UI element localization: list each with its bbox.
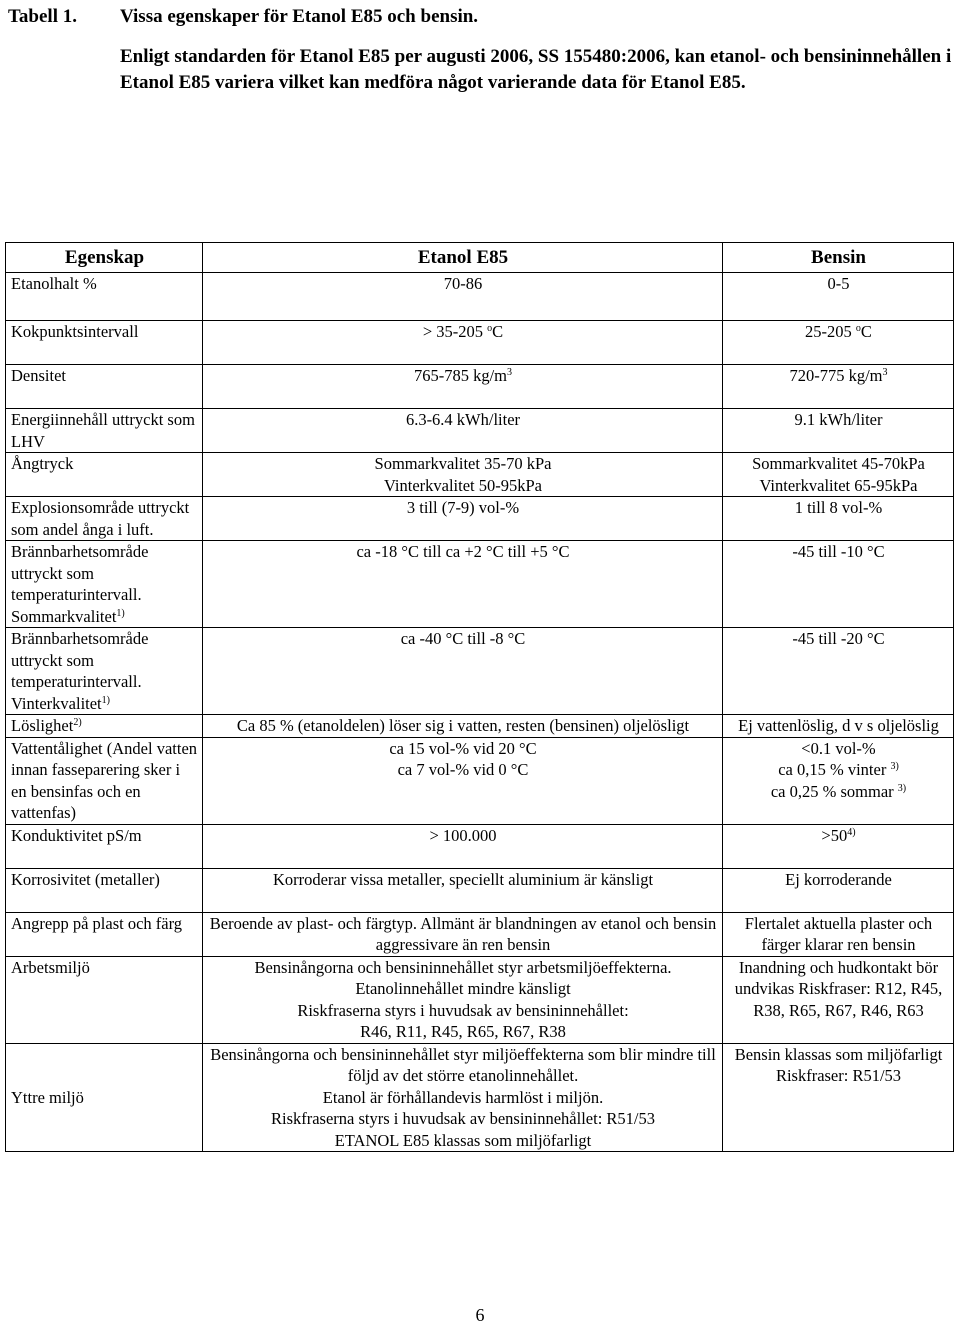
- value-text: >50: [821, 825, 848, 845]
- page-number: 6: [475, 1305, 485, 1325]
- table-row: [6, 321, 954, 365]
- cell-line: Etanol är förhållandevis harmlöst i miljön.: [322, 1087, 604, 1107]
- cell-e85: Beroende av plast- och färgtyp. Allmänt är blandningen av etanol och bensin aggressivare än ren bensin: [203, 912, 723, 956]
- row-label: Vattentålighet (Andel vatten innan fasseparering sker i en bensinfas och en vattenfas): [6, 737, 203, 824]
- table-row: [6, 273, 954, 321]
- cell-line: Riskfraserna styrs i huvudsak av bensininnehållet:: [297, 1000, 629, 1020]
- row-label: Energiinnehåll uttryckt som LHV: [6, 409, 203, 453]
- cell-bensin: Ej vattenlöslig, d v s oljelöslig: [723, 715, 954, 738]
- cell-bensin: -45 till -20 °C: [723, 628, 954, 715]
- caption-heading: [8, 4, 958, 30]
- cell-e85: 3 till (7-9) vol-%: [203, 497, 723, 541]
- caption-title: Vissa egenskaper för Etanol E85 och bensin.: [120, 6, 479, 27]
- cell-e85: [203, 956, 723, 1043]
- superscript: 3: [882, 367, 888, 378]
- cell-line: Sommarkvalitet 35-70 kPa: [374, 454, 552, 473]
- row-label: Ångtryck: [6, 453, 203, 497]
- row-label: [6, 628, 203, 715]
- row-label: Densitet: [6, 365, 203, 409]
- caption-text: Enligt standarden för Etanol E85 per augusti 2006, SS 155480:2006, kan etanol- och bensininnehållen i Etanol E85 variera vilket kan medföra något varierande data för Etanol E85.: [120, 46, 952, 93]
- cell-e85: [203, 365, 723, 409]
- cell-e85: [203, 321, 723, 365]
- cell-e85: ca -18 °C till ca +2 °C till +5 °C: [203, 541, 723, 628]
- row-label: Angrepp på plast och färg: [6, 912, 203, 956]
- cell-e85: 6.3-6.4 kWh/liter: [203, 409, 723, 453]
- cell-bensin: 0-5: [723, 273, 954, 321]
- cell-bensin: -45 till -10 °C: [723, 541, 954, 628]
- table-row: [6, 737, 954, 824]
- cell-line: Vinterkvalitet 50-95kPa: [383, 475, 542, 495]
- cell-line: Etanolinnehållet mindre känsligt: [355, 979, 571, 998]
- row-label: [6, 715, 203, 738]
- table-row: [6, 956, 954, 1043]
- cell-line: Riskfraserna styrs i huvudsak av bensininnehållet: R51/53: [270, 1109, 656, 1128]
- row-label: Etanolhalt %: [6, 273, 203, 321]
- table-header-row: [6, 243, 954, 273]
- cell-bensin: [723, 321, 954, 365]
- cell-e85: Korroderar vissa metaller, speciellt aluminium är känsligt: [203, 868, 723, 912]
- value-text: ca 0,15 % vinter: [778, 760, 887, 779]
- value-text: > 35-205: [422, 322, 488, 341]
- properties-table: [5, 242, 954, 1152]
- cell-bensin: 9.1 kWh/liter: [723, 409, 954, 453]
- caption-number: Tabell 1.: [8, 6, 77, 27]
- cell-e85: Ca 85 % (etanoldelen) löser sig i vatten, resten (bensinen) oljelösligt: [203, 715, 723, 738]
- cell-line: <0.1 vol-%: [801, 738, 876, 758]
- cell-bensin: [723, 365, 954, 409]
- footnote-ref: 3): [890, 761, 899, 772]
- value-text: ca 0,25 % sommar: [770, 781, 894, 801]
- table-row: [6, 868, 954, 912]
- cell-e85: [203, 453, 723, 497]
- cell-line: R46, R11, R45, R65, R67, R38: [360, 1022, 566, 1041]
- cell-line: Vinterkvalitet 65-95kPa: [759, 475, 918, 495]
- cell-line: [728, 759, 949, 781]
- footnote-ref: 4): [847, 826, 856, 838]
- cell-e85: 70-86: [203, 273, 723, 321]
- cell-bensin: [723, 824, 954, 868]
- footnote-ref: 1): [101, 694, 110, 706]
- cell-bensin: 1 till 8 vol-%: [723, 497, 954, 541]
- table-row: [6, 409, 954, 453]
- cell-line: Sommarkvalitet 45-70kPa: [752, 454, 925, 473]
- footnote-ref: 2): [73, 717, 82, 728]
- table-row: [6, 824, 954, 868]
- superscript: 3: [507, 367, 513, 378]
- table-row: [6, 365, 954, 409]
- row-label: [6, 541, 203, 628]
- unit-text: C: [492, 322, 504, 341]
- degree-mark: o: [487, 323, 493, 334]
- row-label: Yttre miljö: [6, 1043, 203, 1152]
- cell-line: Bensinångorna och bensininnehållet styr miljöeffekterna som blir mindre till följd av det större etanolinnehållet.: [210, 1044, 716, 1085]
- value-text: 765-785 kg/m: [413, 366, 508, 385]
- cell-line: ca 7 vol-% vid 0 °C: [397, 760, 529, 779]
- cell-e85: [203, 737, 723, 824]
- row-label: Explosionsområde uttryckt som andel ånga i luft.: [6, 497, 203, 541]
- cell-line: ETANOL E85 klassas som miljöfarligt: [334, 1130, 592, 1150]
- row-label: Konduktivitet pS/m: [6, 824, 203, 868]
- cell-e85: ca -40 °C till -8 °C: [203, 628, 723, 715]
- footnote-ref: 3): [897, 782, 907, 794]
- footnote-ref: 1): [116, 607, 125, 619]
- cell-e85: [203, 1043, 723, 1152]
- label-text: Brännbarhetsområde uttryckt som temperaturintervall. Vinterkvalitet: [11, 629, 149, 713]
- cell-line: Bensinångorna och bensininnehållet styr arbetsmiljöeffekterna.: [254, 957, 672, 977]
- row-label: Arbetsmiljö: [6, 956, 203, 1043]
- cell-bensin: Bensin klassas som miljöfarligt Riskfraser: R51/53: [723, 1043, 954, 1152]
- cell-e85: > 100.000: [203, 824, 723, 868]
- table-row: [6, 912, 954, 956]
- cell-bensin: [723, 737, 954, 824]
- header-etanol: Etanol E85: [203, 243, 723, 273]
- table-caption: [8, 4, 958, 96]
- row-label: Korrosivitet (metaller): [6, 868, 203, 912]
- cell-bensin: Inandning och hudkontakt bör undvikas Riskfraser: R12, R45, R38, R65, R67, R46, R63: [723, 956, 954, 1043]
- header-bensin: Bensin: [723, 243, 954, 273]
- unit-text: C: [860, 322, 872, 341]
- label-text: Brännbarhetsområde uttryckt som temperaturintervall. Sommarkvalitet: [11, 542, 149, 626]
- table-row: [6, 497, 954, 541]
- cell-line: [728, 781, 949, 803]
- table-row: [6, 541, 954, 628]
- table-row: [6, 628, 954, 715]
- value-text: 720-775 kg/m: [789, 366, 883, 385]
- table-row: [6, 715, 954, 738]
- cell-line: ca 15 vol-% vid 20 °C: [389, 738, 537, 758]
- table-row: [6, 1043, 954, 1152]
- degree-mark: o: [855, 323, 861, 334]
- cell-bensin: Flertalet aktuella plaster och färger klarar ren bensin: [723, 912, 954, 956]
- table-row: [6, 453, 954, 497]
- label-text: Löslighet: [11, 716, 74, 735]
- header-egenskap: Egenskap: [6, 243, 203, 273]
- row-label: Kokpunktsintervall: [6, 321, 203, 365]
- cell-bensin: [723, 453, 954, 497]
- value-text: 25-205: [805, 322, 856, 341]
- cell-bensin: Ej korroderande: [723, 868, 954, 912]
